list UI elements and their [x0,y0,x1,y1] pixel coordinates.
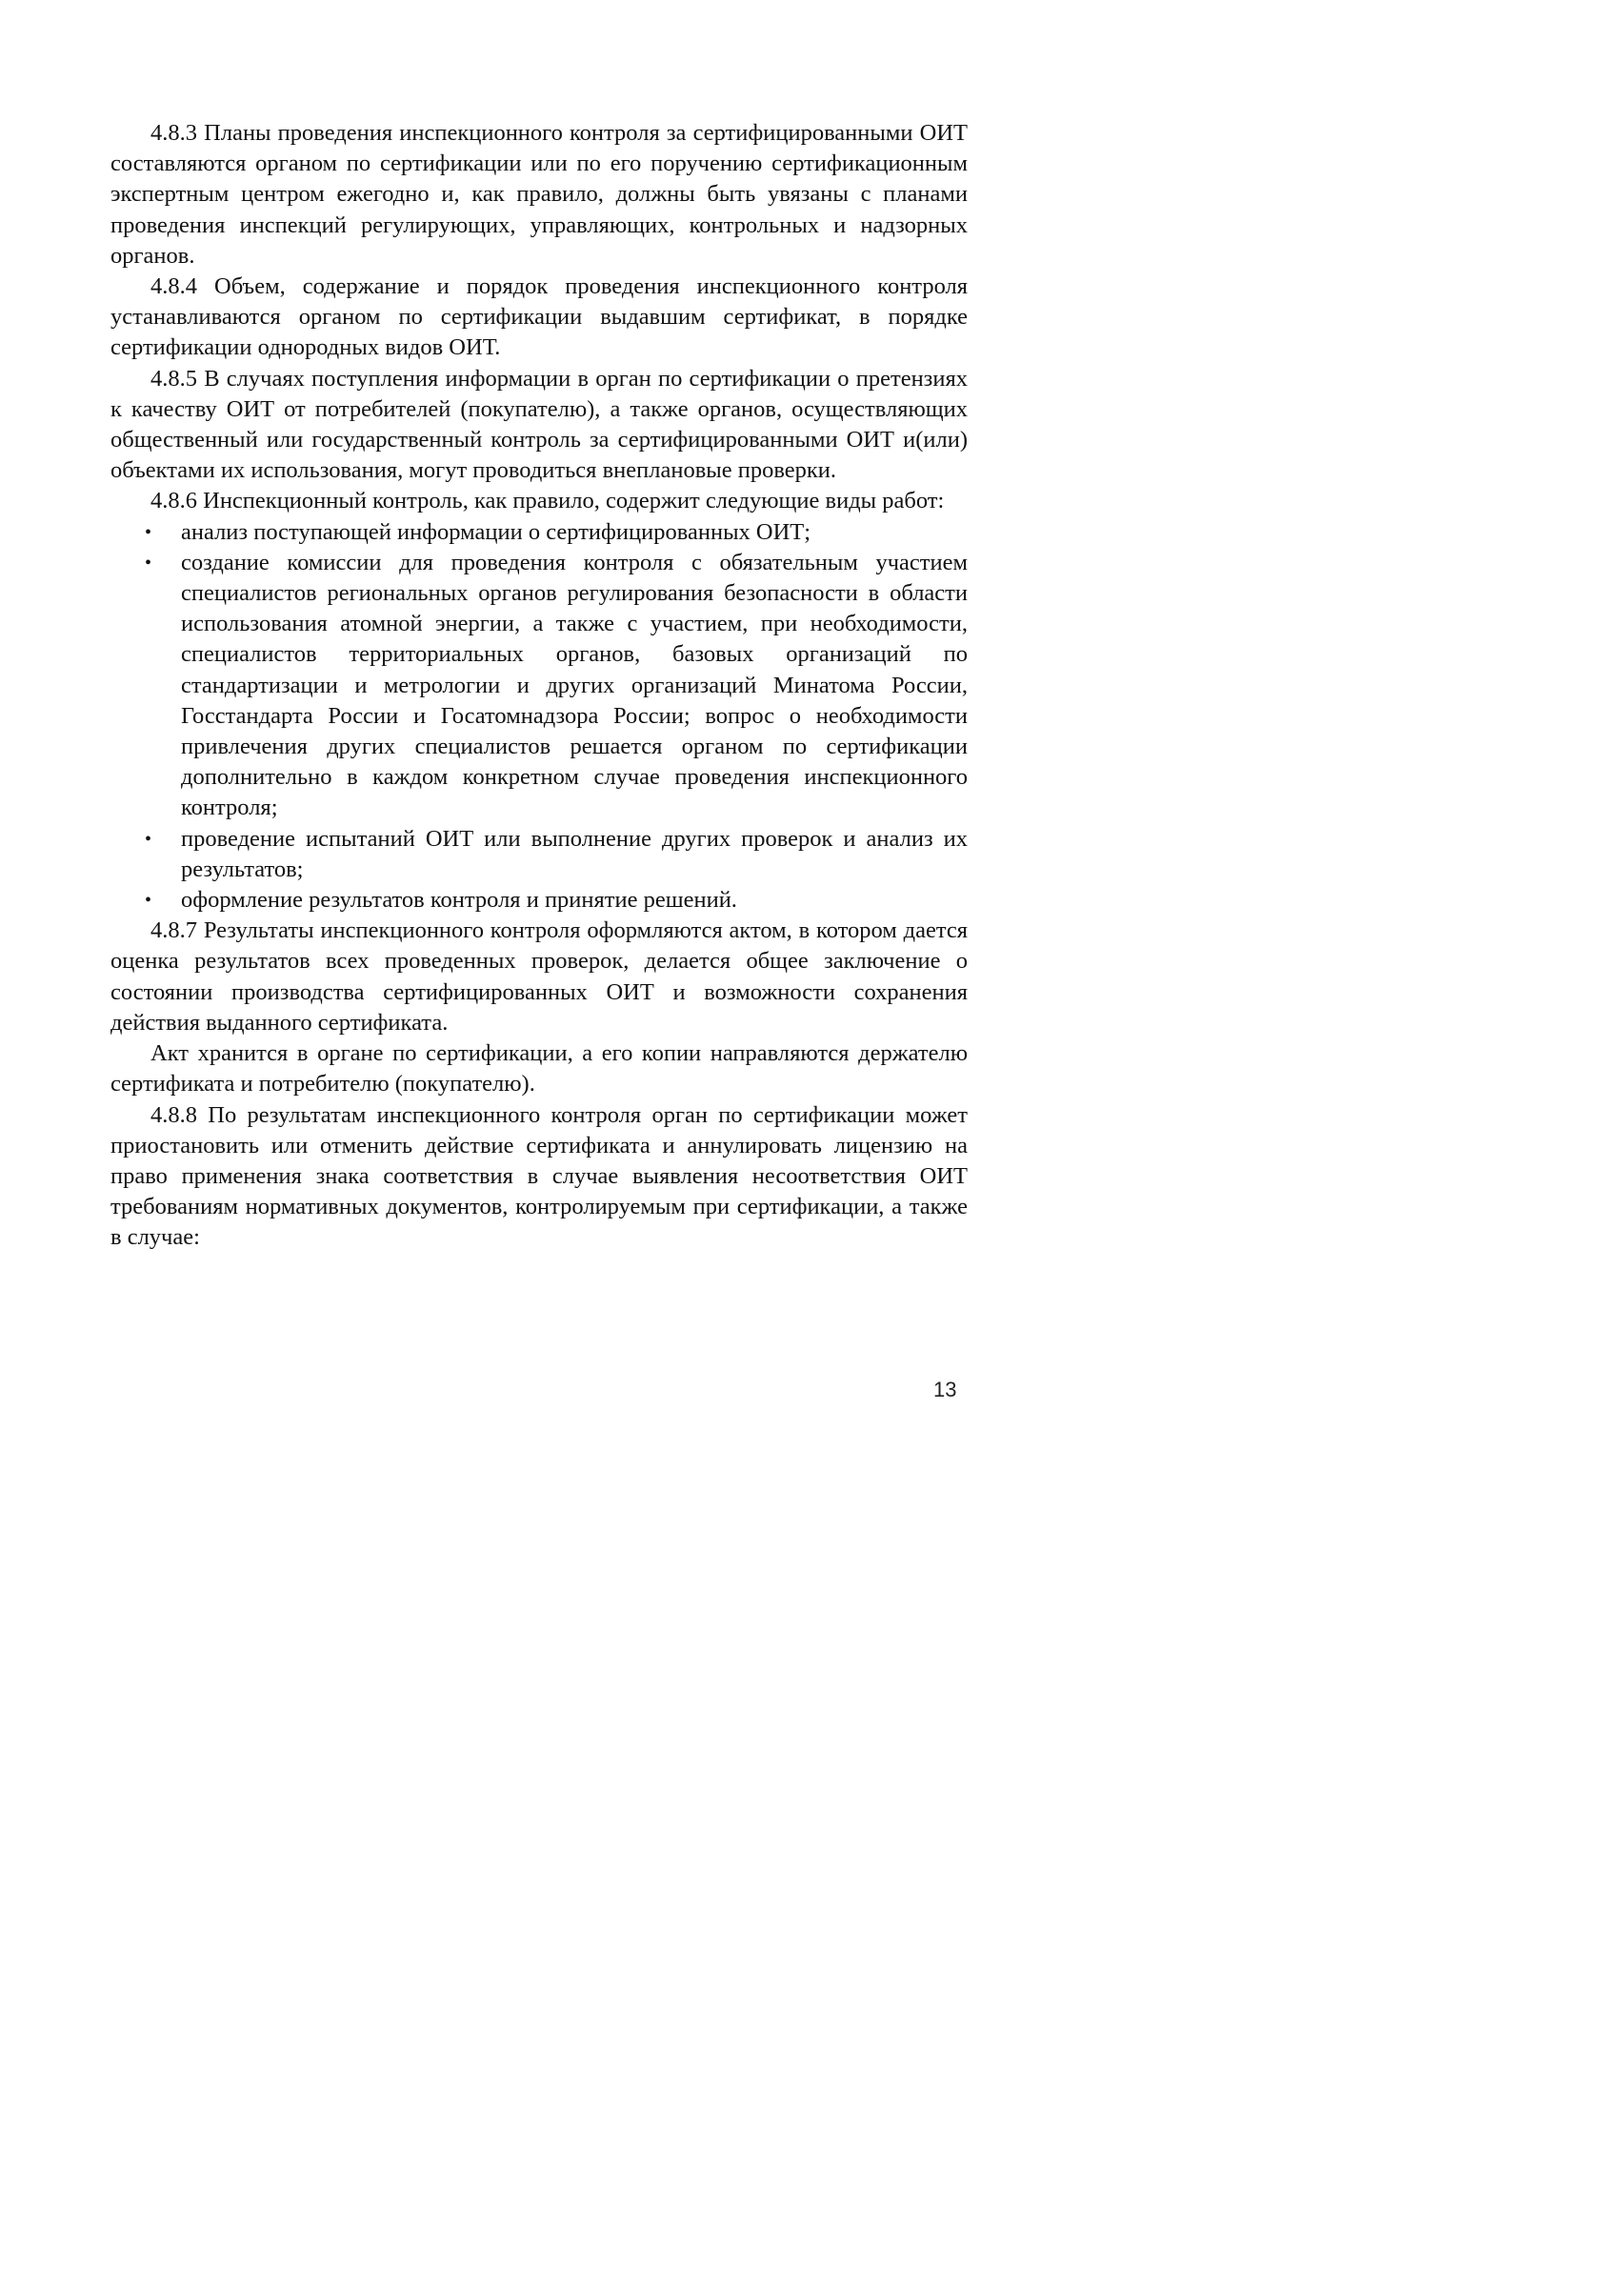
paragraph-4-8-3: 4.8.3 Планы проведения инспекционного контроля за сертифицированными ОИТ составляются органом по сертификации или по его поручению сертификационным экспертным центром ежегодно и, как правило, должны быть увязаны с планами проведения инспекций регулирующих, управляющих, контрольных и надзорных органов. [110,120,968,269]
bullet-icon: • [145,521,152,543]
bullet-icon: • [145,552,152,574]
document-page [0,0,1059,1497]
paragraph-4-8-7: 4.8.7 Результаты инспекционного контроля оформляются актом, в котором дается оценка результатов всех проведенных проверок, делается общее заключение о состоянии производства сертифицированных ОИТ и возможности сохранения действия выданного сертификата. [110,917,968,1036]
list-item [110,548,968,824]
paragraph-act-storage: Акт хранится в органе по сертификации, а его копии направляются держателю сертификата и потребителю (покупателю). [110,1040,968,1098]
list-item [110,824,968,885]
inspection-work-list [110,517,968,916]
paragraph-4-8-6: 4.8.6 Инспекционный контроль, как правило, содержит следующие виды работ: [150,488,945,514]
page-number: 13 [933,1378,957,1401]
list-item-text: анализ поступающей информации о сертифицированных ОИТ; [181,518,811,545]
list-item [110,517,968,548]
list-item-text: создание комиссии для проведения контроля с обязательным участием специалистов региональных органов регулирования безопасности в области использования атомной энергии, а также с участием, при необходимости, специалистов территориальных органов, базовых организаций по стандартизации и метрологии и других организаций Минатома России, Госстандарта России и Госатомнадзора России; вопрос о необходимости привлечения других специалистов решается органом по сертификации дополнительно в каждом конкретном случае проведения инспекционного контроля; [181,549,968,821]
paragraph-4-8-8: 4.8.8 По результатам инспекционного контроля орган по сертификации может приостановить или отменить действие сертификата и аннулировать лицензию на право применения знака соответствия в случае выявления несоответствия ОИТ требованиям нормативных документов, контролируемым при сертификации, а также в случае: [110,1101,968,1251]
list-item-text: оформление результатов контроля и принятие решений. [181,887,737,914]
page-body [110,118,968,1254]
list-item [110,885,968,916]
list-item-text: проведение испытаний ОИТ или выполнение других проверок и анализ их результатов; [181,825,968,882]
paragraph-4-8-4: 4.8.4 Объем, содержание и порядок проведения инспекционного контроля устанавливаются органом по сертификации выдавшим сертификат, в порядке сертификации однородных видов ОИТ. [110,273,968,361]
paragraph-4-8-5: 4.8.5 В случаях поступления информации в орган по сертификации о претензиях к качеству ОИТ от потребителей (покупателю), а также органов, осуществляющих общественный или государственный контроль за сертифицированными ОИТ и(или) объектами их использования, могут проводиться внеплановые проверки. [110,365,968,484]
bullet-icon: • [145,828,152,850]
bullet-icon: • [145,890,152,912]
